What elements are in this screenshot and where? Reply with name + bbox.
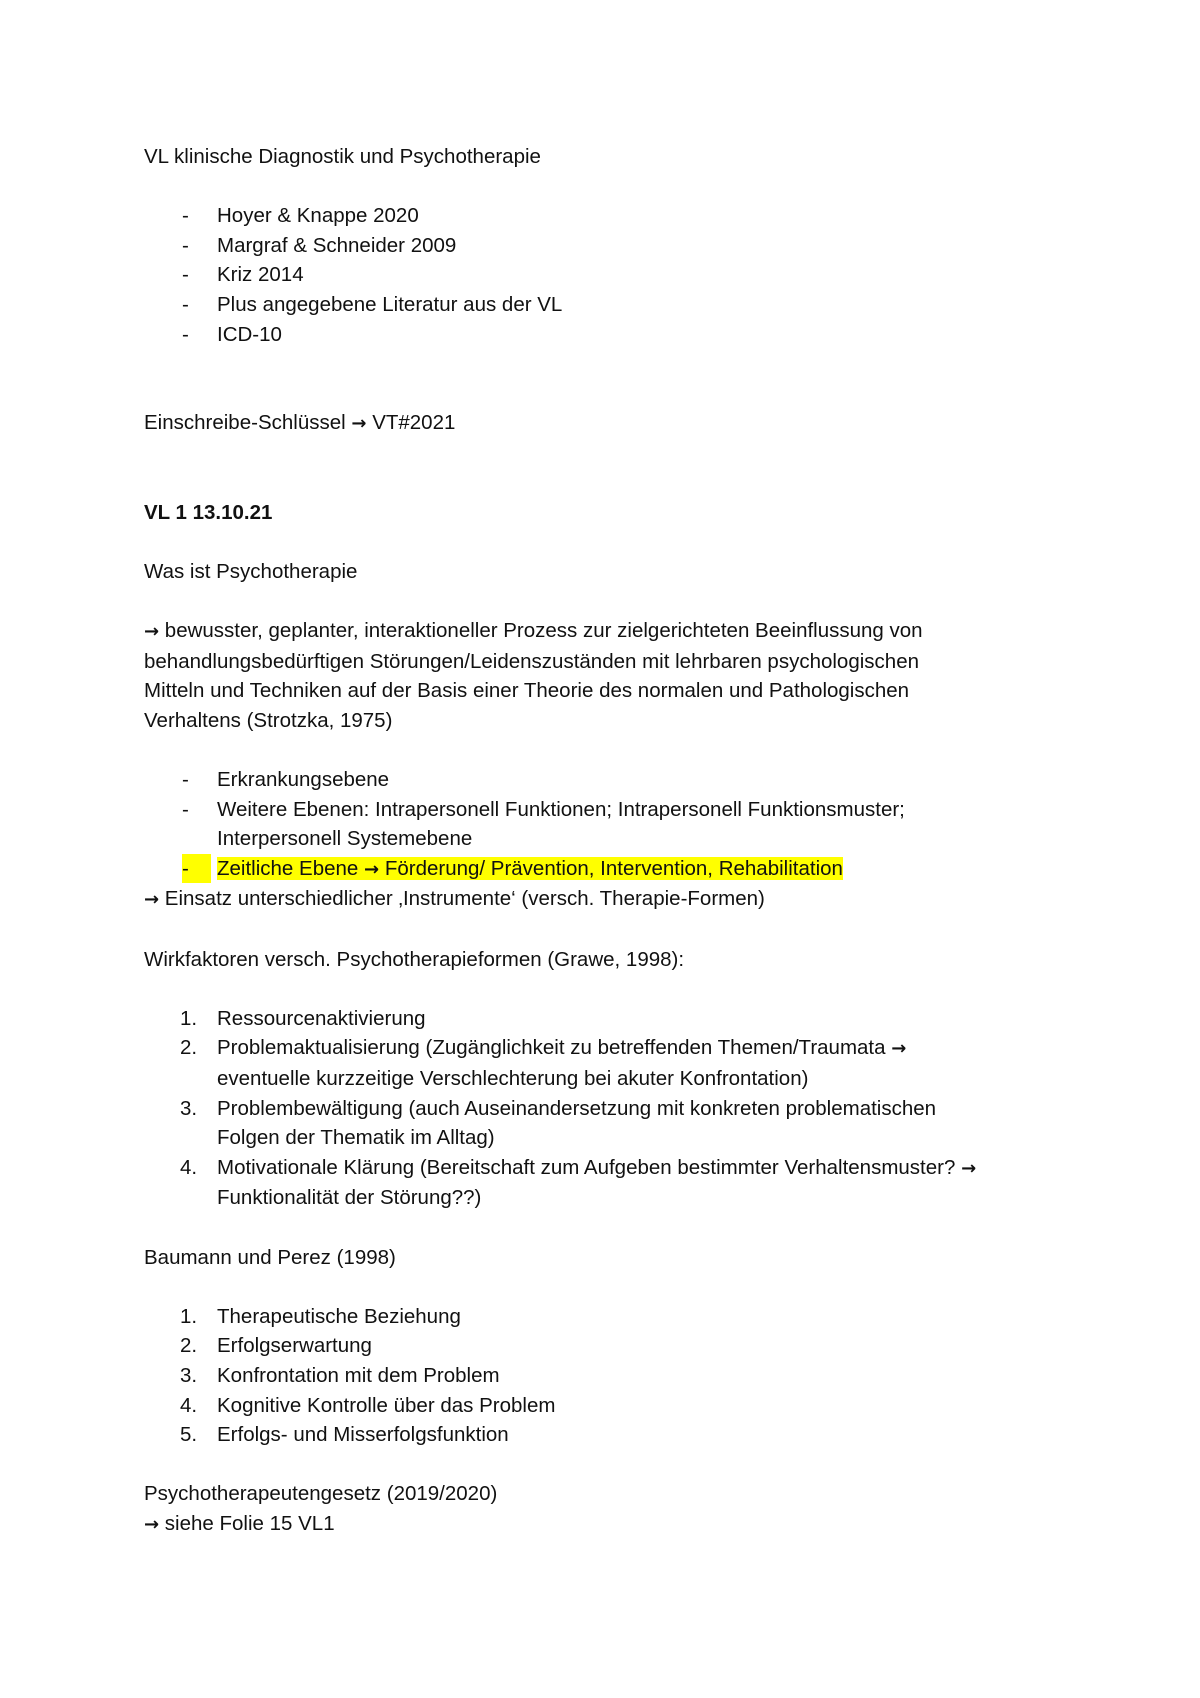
list-item: - Erkrankungsebene (144, 765, 1074, 795)
list-item: - Kriz 2014 (144, 260, 1074, 290)
list-item: - Hoyer & Knappe 2020 (144, 201, 1074, 231)
list-item: 3. Problembewältigung (auch Auseinandersetzung mit konkreten problematischen Folgen der Thematik im Alltag) (180, 1096, 937, 1150)
instruments-note: → Einsatz unterschiedlicher ‚Instrumente‘ (versch. Therapie-Formen) (144, 887, 765, 911)
dash-bullet: - (182, 854, 211, 884)
list-item: 1. Ressourcenaktivierung (180, 1006, 426, 1030)
dash-bullet: - (182, 322, 189, 346)
law-heading: Psychotherapeutengesetz (2019/2020) (144, 1482, 498, 1506)
list-item: 4. Motivationale Klärung (Bereitschaft zum Aufgeben bestimmter Verhaltensmuster? → Funktionalität der Störung??) (180, 1155, 977, 1210)
dash-bullet: - (182, 797, 189, 821)
right-arrow-icon: → (351, 413, 367, 435)
right-arrow-icon: → (144, 621, 160, 643)
enrollment-key: VT#2021 (372, 411, 456, 435)
right-arrow-icon: → (891, 1038, 907, 1060)
definition-block: → bewusster, geplanter, interaktioneller Prozess zur zielgerichteten Beeinflussung von behandlungsbedürftigen Störungen/Leidenszuständen mit lehrbaren psychologischen Mitteln und Techniken auf der Basis einer Theorie des normalen und Pathologischen Verhaltens (Strotzka, 1975) (144, 619, 923, 732)
baumann-list (144, 1302, 1074, 1450)
dash-bullet: - (182, 292, 189, 316)
dash-bullet: - (182, 768, 189, 792)
list-item: 2. Problemaktualisierung (Zugänglichkeit zu betreffenden Themen/Traumata → eventuelle kurzzeitige Verschlechterung bei akuter Konfrontation) (180, 1036, 907, 1091)
list-item: 2. Erfolgserwartung (180, 1334, 372, 1358)
law-note: → siehe Folie 15 VL1 (144, 1511, 335, 1535)
dash-bullet: - (182, 204, 189, 228)
list-item: - Plus angegebene Literatur aus der VL (144, 290, 1074, 320)
dash-bullet: - (182, 263, 189, 287)
list-item: 5. Erfolgs- und Misserfolgsfunktion (180, 1423, 509, 1447)
right-arrow-icon: → (144, 889, 160, 911)
list-item: - Weitere Ebenen: Intrapersonell Funktionen; Intrapersonell Funktionsmuster; Interpersonell Systemebene (144, 795, 1074, 854)
right-arrow-icon: → (364, 858, 380, 880)
section-question: Was ist Psychotherapie (144, 559, 358, 583)
list-item: 3. Konfrontation mit dem Problem (180, 1363, 500, 1387)
list-item: - Margraf & Schneider 2009 (144, 231, 1074, 261)
list-item: 1. Therapeutische Beziehung (180, 1304, 461, 1328)
highlighted-list-item (144, 854, 1074, 885)
literature-list (144, 201, 1074, 349)
dash-bullet: - (182, 233, 189, 257)
list-item: - ICD-10 (144, 320, 1074, 350)
session-heading: VL 1 13.10.21 (144, 500, 273, 524)
baumann-heading: Baumann und Perez (1998) (144, 1245, 396, 1269)
highlight: Zeitliche Ebene → Förderung/ Prävention, Intervention, Rehabilitation (217, 856, 843, 880)
grawe-heading: Wirkfaktoren versch. Psychotherapieformen (Grawe, 1998): (144, 947, 685, 971)
list-item: 4. Kognitive Kontrolle über das Problem (180, 1393, 556, 1417)
right-arrow-icon: → (961, 1157, 977, 1179)
document-title: VL klinische Diagnostik und Psychotherapie (144, 145, 541, 168)
document-body (144, 142, 1074, 1540)
enrollment-key-line: Einschreibe-Schlüssel → VT#2021 (144, 411, 456, 435)
grawe-list (144, 1004, 1074, 1213)
right-arrow-icon: → (144, 1513, 160, 1535)
levels-list (144, 765, 1074, 884)
